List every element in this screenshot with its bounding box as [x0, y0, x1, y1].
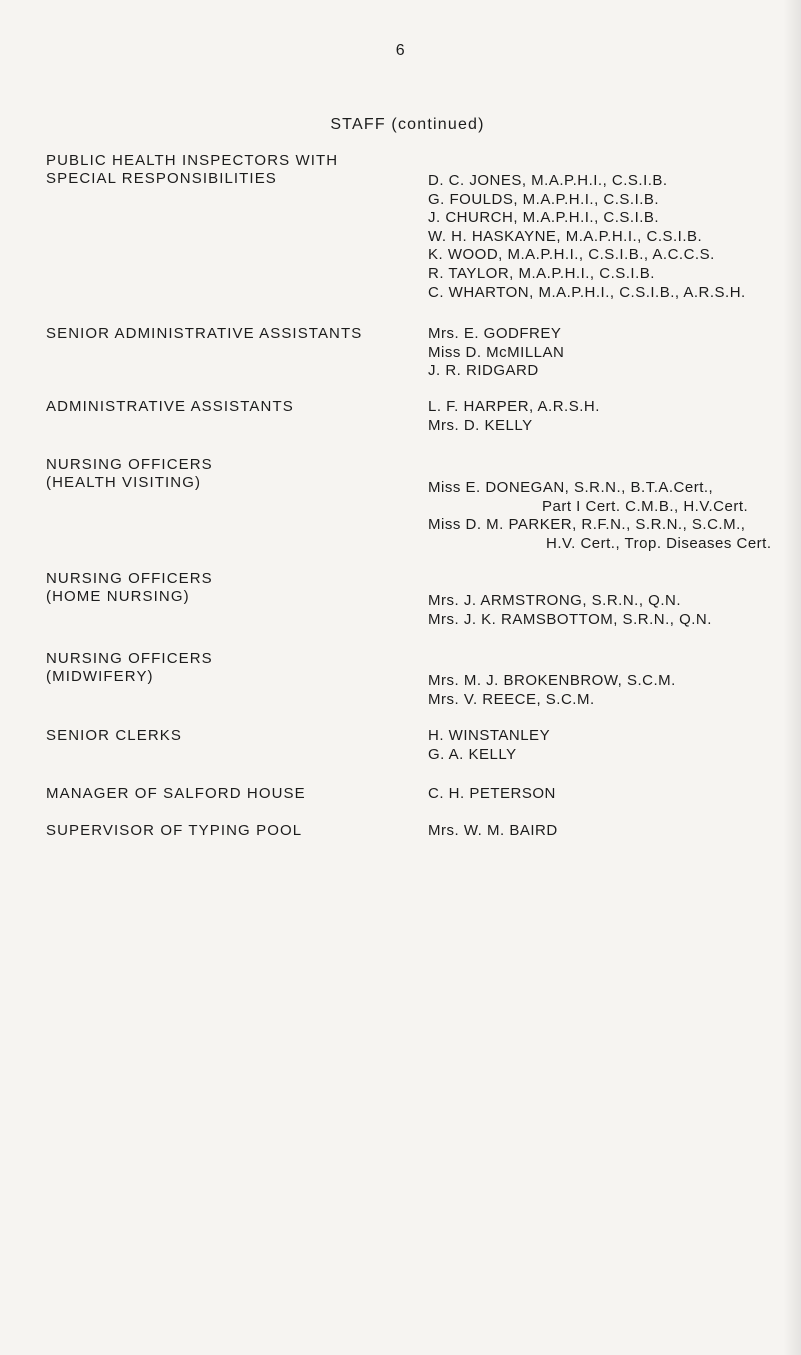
staff-name: Mrs. W. M. BAIRD [428, 822, 558, 839]
staff-name: R. TAYLOR, M.A.P.H.I., C.S.I.B. [428, 264, 655, 282]
staff-name: Mrs. J. ARMSTRONG, S.R.N., Q.N. [428, 592, 682, 609]
role-line: NURSING OFFICERS [46, 570, 213, 587]
staff-names [428, 172, 798, 302]
staff-name: C. H. PETERSON [428, 785, 556, 802]
staff-name: H. WINSTANLEY [428, 727, 551, 744]
staff-name: L. F. HARPER, A.R.S.H. [428, 398, 600, 415]
staff-names [428, 822, 798, 841]
role-title [46, 570, 416, 606]
role-title [46, 650, 416, 686]
staff-name: Mrs. E. GODFREY [428, 325, 562, 342]
role-line: SENIOR CLERKS [46, 727, 182, 744]
staff-names [428, 727, 798, 764]
staff-name: W. H. HASKAYNE, M.A.P.H.I., C.S.I.B. [428, 227, 703, 245]
staff-names [428, 398, 798, 435]
role-line: (HOME NURSING) [46, 588, 190, 605]
staff-name: G. FOULDS, M.A.P.H.I., C.S.I.B. [428, 190, 660, 208]
role-title [46, 727, 416, 745]
staff-name: K. WOOD, M.A.P.H.I., C.S.I.B., A.C.C.S. [428, 246, 715, 264]
role-line: (MIDWIFERY) [46, 668, 154, 685]
role-line: SENIOR ADMINISTRATIVE ASSISTANTS [46, 325, 363, 342]
staff-name: Miss E. DONEGAN, S.R.N., B.T.A.Cert., [428, 479, 714, 496]
role-line: (HEALTH VISITING) [46, 474, 202, 491]
staff-names [428, 479, 798, 553]
staff-qualifications: H.V. Cert., Trop. Diseases Cert. [546, 534, 772, 552]
staff-name: C. WHARTON, M.A.P.H.I., C.S.I.B., A.R.S.H. [428, 283, 746, 301]
staff-name: Miss D. M. PARKER, R.F.N., S.R.N., S.C.M., [428, 516, 746, 534]
staff-name: G. A. KELLY [428, 745, 517, 763]
staff-name: Miss D. McMILLAN [428, 343, 565, 361]
role-line: PUBLIC HEALTH INSPECTORS WITH [46, 152, 339, 169]
role-line: NURSING OFFICERS [46, 456, 213, 473]
role-title [46, 152, 416, 188]
role-line: MANAGER OF SALFORD HOUSE [46, 785, 306, 802]
role-title [46, 785, 416, 803]
role-line: ADMINISTRATIVE ASSISTANTS [46, 398, 294, 415]
role-line: SPECIAL RESPONSIBILITIES [46, 170, 277, 187]
staff-name: J. CHURCH, M.A.P.H.I., C.S.I.B. [428, 209, 660, 227]
page-number: 6 [395, 42, 406, 59]
staff-name: Mrs. J. K. RAMSBOTTOM, S.R.N., Q.N. [428, 610, 712, 628]
page-heading: STAFF (continued) [330, 116, 485, 133]
role-title [46, 325, 416, 343]
role-title [46, 822, 416, 840]
role-line: SUPERVISOR OF TYPING POOL [46, 822, 303, 839]
role-line: NURSING OFFICERS [46, 650, 213, 667]
role-title [46, 456, 416, 492]
staff-names [428, 592, 798, 629]
role-title [46, 398, 416, 416]
staff-names [428, 325, 798, 381]
staff-name: D. C. JONES, M.A.P.H.I., C.S.I.B. [428, 172, 668, 189]
staff-name: J. R. RIDGARD [428, 362, 539, 380]
staff-qualifications: Part I Cert. C.M.B., H.V.Cert. [542, 497, 749, 515]
staff-name: Mrs. V. REECE, S.C.M. [428, 690, 595, 708]
staff-name: Mrs. D. KELLY [428, 416, 533, 434]
staff-names [428, 672, 798, 709]
staff-name: Mrs. M. J. BROKENBROW, S.C.M. [428, 672, 676, 689]
staff-names [428, 785, 798, 804]
